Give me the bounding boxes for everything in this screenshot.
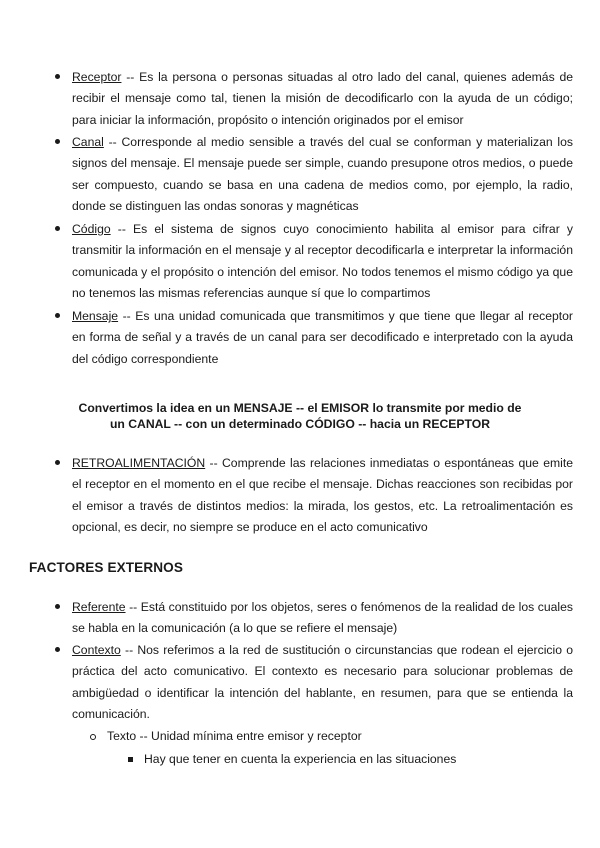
summary-line-1: Convertimos la idea en un MENSAJE -- el EMISOR lo transmite por medio de — [78, 401, 522, 415]
bullet-icon — [55, 226, 60, 231]
feedback-list — [0, 453, 600, 538]
section-heading: FACTORES EXTERNOS — [29, 560, 184, 575]
list-item-retroalimentacion — [0, 453, 600, 538]
item-paragraph — [72, 67, 573, 131]
bullet-icon — [55, 139, 60, 144]
list-item-referente — [0, 597, 600, 640]
term-mensaje: Mensaje — [72, 309, 119, 323]
bullet-icon — [55, 647, 60, 652]
term-canal: Canal — [72, 135, 104, 149]
list-item-receptor — [0, 67, 600, 132]
definition-canal: -- Corresponde al medio sensible a través del cual se conforman y materializan los signos del mensaje. El mensaje puede ser simple, cuando presupone otros medios, o puede ser compuesto, cuando se basa en una cadena de medios como, por ejemplo, la radio, donde se distinguen las ondas sonoras y magnéticas — [72, 135, 573, 213]
list-item-canal — [0, 132, 600, 219]
item-paragraph — [72, 453, 573, 538]
internal-factors-list — [0, 67, 600, 370]
term-retroalimentacion: RETROALIMENTACIÓN — [72, 456, 206, 470]
bullet-icon — [55, 313, 60, 318]
external-factors-list — [0, 597, 600, 725]
item-paragraph — [72, 640, 573, 725]
definition-mensaje: -- Es una unidad comunicada que transmitimos y que tiene que llegar al receptor en forma de señal y a través de un canal para ser decodificado e interpretado con la ayuda del código correspondiente — [72, 309, 573, 366]
bullet-icon — [55, 460, 60, 465]
term-contexto: Contexto — [72, 643, 121, 657]
list-item-contexto — [0, 640, 600, 725]
definition-codigo: -- Es el sistema de signos cuyo conocimiento habilita al emisor para cifrar y transmitir la información en el mensaje y al receptor decodificarla e interpretar la información comunicada y el propósito o intención del emisor. No todos tenemos el mismo código ya que no tenemos las mismas referencias aunque sí que lo compartimos — [72, 222, 573, 300]
term-referente: Referente — [72, 600, 126, 614]
list-item-codigo — [0, 219, 600, 306]
item-paragraph — [72, 219, 573, 304]
definition-receptor: -- Es la persona o personas situadas al otro lado del canal, quienes además de recibir el mensaje como tal, tienen la misión de decodificarlo con la ayuda de un código; para iniciar la información, propósito o intención originados por el emisor — [72, 70, 573, 127]
item-paragraph — [72, 306, 573, 370]
definition-referente: -- Está constituido por los objetos, seres o fenómenos de la realidad de los cuales se habla en la comunicación (a lo que se refiere el mensaje) — [72, 600, 573, 636]
item-paragraph — [72, 132, 573, 217]
term-receptor: Receptor — [72, 70, 122, 84]
bullet-icon — [55, 604, 60, 609]
term-codigo: Código — [72, 222, 111, 236]
nested-item-experiencia: Hay que tener en cuenta la experiencia en las situaciones — [144, 752, 457, 766]
item-paragraph — [72, 597, 573, 640]
list-item-mensaje — [0, 306, 600, 370]
bullet-icon — [55, 74, 60, 79]
definition-retroalimentacion: -- Comprende las relaciones inmediatas o espontáneas que emite el receptor en el momento en el que recibe el mensaje. Dichas reacciones son recibidas por el emisor a través de distintos medios: la mirada, los gestos, etc. La retroalimentación es opcional, es decir, no siempre se produce en el acto comunicativo — [72, 456, 573, 534]
definition-contexto: -- Nos referimos a la red de sustitución o circunstancias que rodean el ejercicio o práctica del acto comunicativo. El contexto es necesario para solucionar problemas de ambigüedad o identificar la intención del hablante, en resumen, para que se entienda la comunicación. — [72, 643, 573, 721]
nested-item-texto: Texto -- Unidad mínima entre emisor y receptor — [107, 729, 362, 743]
summary-line-2: un CANAL -- con un determinado CÓDIGO -- hacia un RECEPTOR — [109, 417, 491, 431]
hollow-bullet-icon — [90, 734, 96, 740]
square-bullet-icon — [128, 757, 133, 762]
